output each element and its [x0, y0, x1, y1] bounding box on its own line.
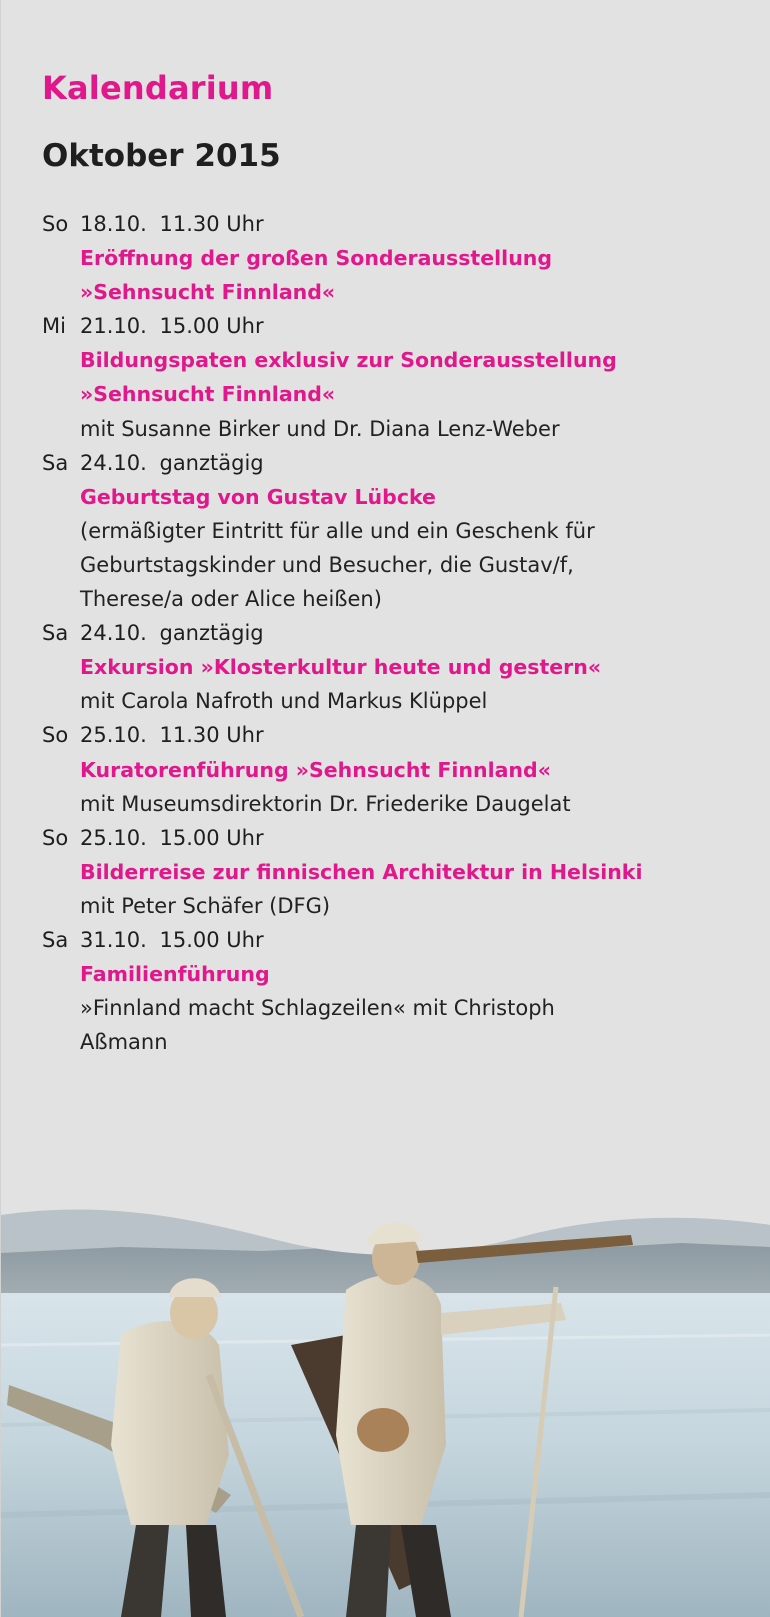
- event-detail: mit Museumsdirektorin Dr. Friederike Daugelat: [80, 791, 571, 816]
- event-time: 11.30 Uhr: [159, 723, 264, 748]
- event-date: 21.10.: [80, 314, 147, 339]
- event-datetime: [42, 207, 742, 241]
- event-detail: mit Carola Nafroth und Markus Klüppel: [80, 689, 488, 714]
- event-detail: Therese/a oder Alice heißen): [80, 587, 382, 612]
- event-title: »Sehnsucht Finnland«: [80, 382, 336, 407]
- event-title: Exkursion »Klosterkultur heute und gestern«: [80, 655, 602, 680]
- month-heading: Oktober 2015: [42, 138, 281, 174]
- event-date: 25.10.: [80, 825, 147, 850]
- event-detail: »Finnland macht Schlagzeilen« mit Christoph: [80, 996, 555, 1021]
- event-date: 24.10.: [80, 450, 147, 475]
- event-item: [42, 718, 742, 820]
- event-date: 25.10.: [80, 723, 147, 748]
- event-datetime: [42, 616, 742, 650]
- event-item: [42, 207, 742, 309]
- event-item: [42, 446, 742, 616]
- event-time: 15.00 Uhr: [159, 314, 264, 339]
- event-date: 31.10.: [80, 927, 147, 952]
- event-item: [42, 616, 742, 718]
- event-weekday: Sa: [42, 621, 69, 646]
- event-item: [42, 309, 742, 445]
- event-datetime: [42, 446, 742, 480]
- event-detail: (ermäßigter Eintritt für alle und ein Geschenk für: [80, 518, 595, 543]
- event-item: [42, 821, 742, 923]
- event-item: [42, 923, 742, 1059]
- event-date: 24.10.: [80, 621, 147, 646]
- event-weekday: Mi: [42, 314, 66, 339]
- event-weekday: Sa: [42, 927, 69, 952]
- event-detail: Aßmann: [80, 1030, 168, 1055]
- event-weekday: So: [42, 825, 69, 850]
- event-title: Kuratorenführung »Sehnsucht Finnland«: [80, 757, 551, 782]
- event-time: ganztägig: [159, 621, 264, 646]
- event-title: Familienführung: [80, 962, 270, 987]
- event-datetime: [42, 821, 742, 855]
- event-list: [42, 207, 742, 1059]
- event-detail: mit Susanne Birker und Dr. Diana Lenz-Weber: [80, 416, 560, 441]
- event-datetime: [42, 718, 742, 752]
- event-title: Bildungspaten exklusiv zur Sonderausstellung: [80, 348, 617, 373]
- event-datetime: [42, 923, 742, 957]
- event-date: 18.10.: [80, 212, 147, 236]
- event-time: ganztägig: [159, 450, 264, 475]
- page-title: Kalendarium: [42, 69, 274, 107]
- winter-painting-image: [1, 1195, 770, 1617]
- event-title: Eröffnung der großen Sonderausstellung: [80, 246, 553, 271]
- event-time: 11.30 Uhr: [159, 212, 264, 236]
- event-title: »Sehnsucht Finnland«: [80, 280, 336, 305]
- event-time: 15.00 Uhr: [159, 927, 264, 952]
- event-weekday: So: [42, 212, 69, 236]
- event-datetime: [42, 309, 742, 343]
- event-title: Bilderreise zur finnischen Architektur in Helsinki: [80, 859, 643, 884]
- event-weekday: So: [42, 723, 69, 748]
- event-weekday: Sa: [42, 450, 69, 475]
- event-detail: mit Peter Schäfer (DFG): [80, 893, 331, 918]
- event-detail: Geburtstagskinder und Besucher, die Gustav/f,: [80, 552, 574, 577]
- event-title: Geburtstag von Gustav Lübcke: [80, 484, 436, 509]
- event-time: 15.00 Uhr: [159, 825, 264, 850]
